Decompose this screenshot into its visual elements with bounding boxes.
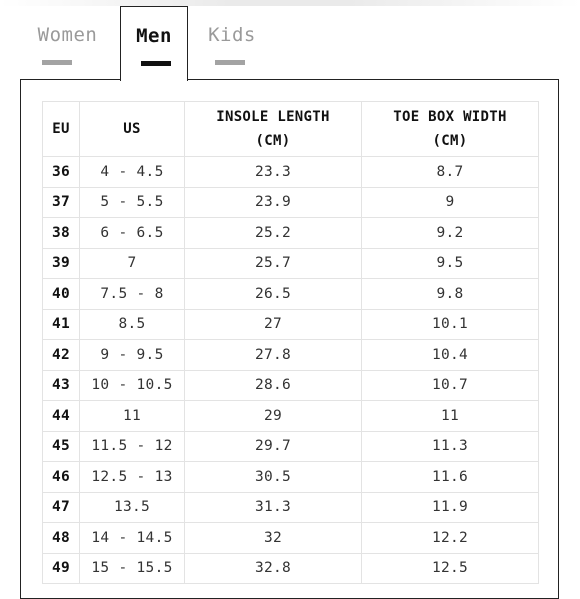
cell-toe: 10.1	[362, 309, 539, 340]
cell-toe: 10.4	[362, 340, 539, 371]
cell-toe: 9.5	[362, 248, 539, 279]
cell-eu: 45	[43, 431, 80, 462]
table-row	[43, 370, 539, 401]
cell-eu: 43	[43, 370, 80, 401]
header-toe-line1: TOE BOX WIDTH	[393, 109, 507, 125]
cell-eu: 36	[43, 157, 80, 188]
tab-kids[interactable]	[192, 6, 272, 80]
table-row	[43, 157, 539, 188]
tab-women-indicator	[42, 60, 72, 65]
cell-insole: 28.6	[185, 370, 362, 401]
table-row	[43, 523, 539, 554]
size-chart-panel	[20, 79, 559, 599]
cell-insole: 27	[185, 309, 362, 340]
cell-us: 11	[80, 401, 185, 432]
cell-us: 13.5	[80, 492, 185, 523]
cell-insole: 25.2	[185, 218, 362, 249]
table-row	[43, 279, 539, 310]
cell-insole: 23.3	[185, 157, 362, 188]
table-header-row	[43, 102, 539, 157]
cell-toe: 12.5	[362, 553, 539, 584]
cell-toe: 9	[362, 187, 539, 218]
tab-women[interactable]	[20, 6, 115, 80]
cell-eu: 37	[43, 187, 80, 218]
cell-toe: 9.2	[362, 218, 539, 249]
cell-us: 15 - 15.5	[80, 553, 185, 584]
cell-us: 6 - 6.5	[80, 218, 185, 249]
cell-us: 10 - 10.5	[80, 370, 185, 401]
cell-eu: 39	[43, 248, 80, 279]
header-toe-box-width	[362, 102, 539, 157]
header-toe-line2: (CM)	[432, 133, 468, 149]
cell-insole: 29.7	[185, 431, 362, 462]
tab-men-indicator	[141, 61, 171, 66]
cell-us: 7	[80, 248, 185, 279]
cell-insole: 29	[185, 401, 362, 432]
cell-toe: 11	[362, 401, 539, 432]
cell-insole: 32.8	[185, 553, 362, 584]
table-row	[43, 218, 539, 249]
header-insole-length	[185, 102, 362, 157]
cell-insole: 23.9	[185, 187, 362, 218]
cell-toe: 11.6	[362, 462, 539, 493]
cell-toe: 8.7	[362, 157, 539, 188]
cell-eu: 46	[43, 462, 80, 493]
cell-us: 8.5	[80, 309, 185, 340]
cell-toe: 11.3	[362, 431, 539, 462]
cell-eu: 42	[43, 340, 80, 371]
header-us: US	[80, 102, 185, 157]
header-insole-line2: (CM)	[255, 133, 291, 149]
header-eu: EU	[43, 102, 80, 157]
cell-eu: 38	[43, 218, 80, 249]
cell-insole: 25.7	[185, 248, 362, 279]
cell-insole: 30.5	[185, 462, 362, 493]
table-row	[43, 340, 539, 371]
table-row	[43, 309, 539, 340]
tab-men-label: Men	[136, 25, 172, 47]
cell-us: 9 - 9.5	[80, 340, 185, 371]
table-row	[43, 492, 539, 523]
cell-toe: 12.2	[362, 523, 539, 554]
tab-women-label: Women	[37, 24, 98, 46]
table-row	[43, 187, 539, 218]
table-row	[43, 401, 539, 432]
cell-us: 14 - 14.5	[80, 523, 185, 554]
table-row	[43, 431, 539, 462]
cell-insole: 31.3	[185, 492, 362, 523]
tab-men[interactable]	[120, 6, 188, 81]
cell-eu: 49	[43, 553, 80, 584]
cell-toe: 9.8	[362, 279, 539, 310]
size-chart-table	[42, 101, 539, 584]
cell-eu: 47	[43, 492, 80, 523]
cell-toe: 11.9	[362, 492, 539, 523]
cell-insole: 27.8	[185, 340, 362, 371]
header-insole-line1: INSOLE LENGTH	[216, 109, 330, 125]
cell-us: 5 - 5.5	[80, 187, 185, 218]
tab-kids-indicator	[215, 60, 245, 65]
cell-insole: 32	[185, 523, 362, 554]
table-row	[43, 553, 539, 584]
cell-us: 7.5 - 8	[80, 279, 185, 310]
cell-us: 4 - 4.5	[80, 157, 185, 188]
cell-us: 11.5 - 12	[80, 431, 185, 462]
table-row	[43, 462, 539, 493]
cell-toe: 10.7	[362, 370, 539, 401]
cell-eu: 44	[43, 401, 80, 432]
cell-eu: 48	[43, 523, 80, 554]
cell-insole: 26.5	[185, 279, 362, 310]
cell-eu: 41	[43, 309, 80, 340]
cell-eu: 40	[43, 279, 80, 310]
tab-kids-label: Kids	[208, 24, 256, 46]
table-row	[43, 248, 539, 279]
cell-us: 12.5 - 13	[80, 462, 185, 493]
